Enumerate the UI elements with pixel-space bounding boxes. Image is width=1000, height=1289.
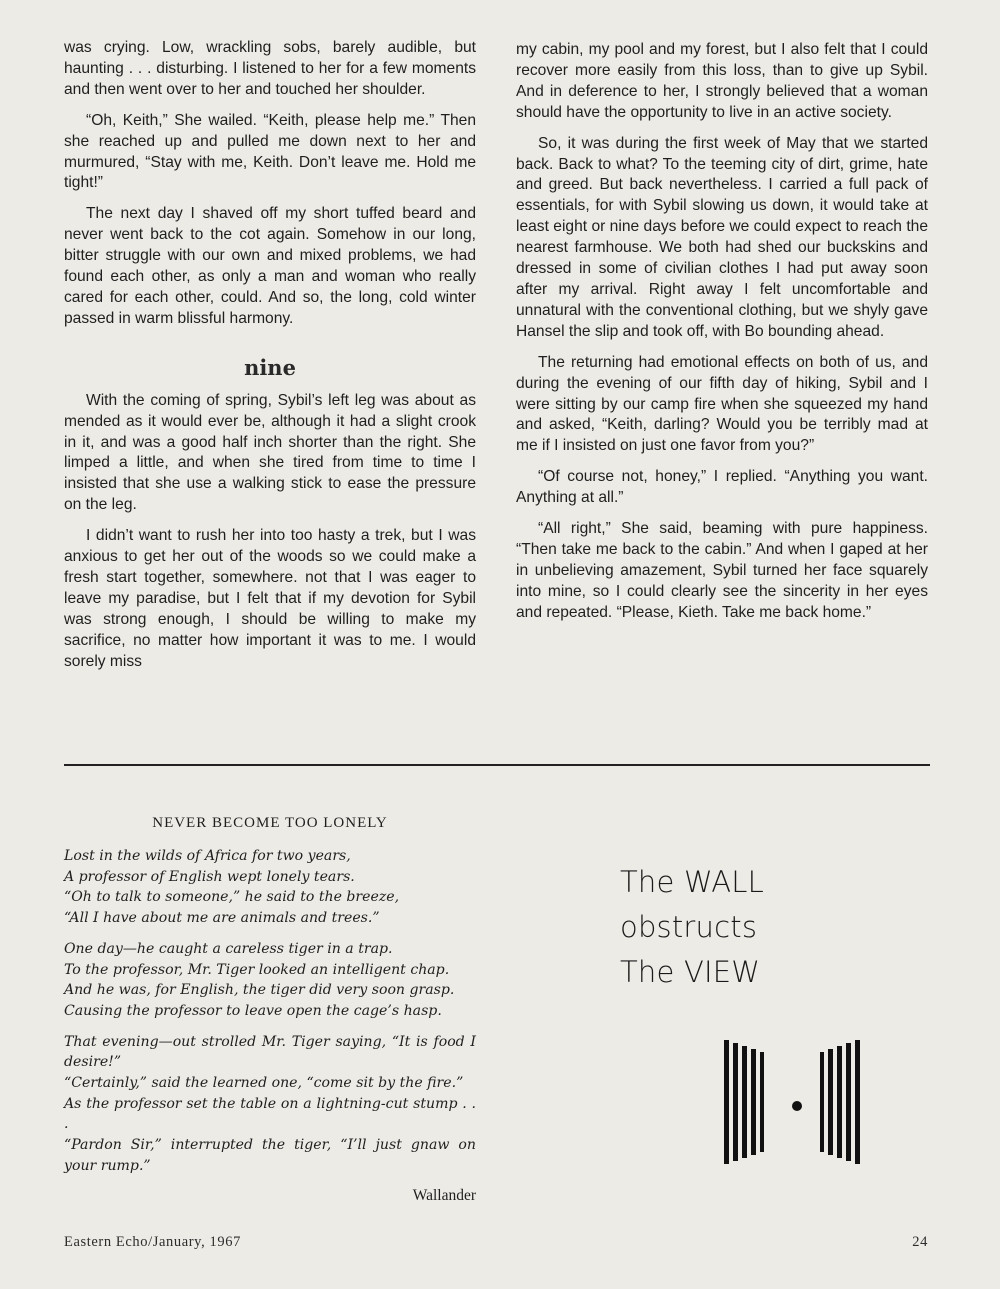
poem-line: “All I have about me are animals and trees.” — [64, 910, 380, 927]
story-left-column — [64, 38, 476, 682]
wall-of-bars-icon — [724, 1040, 876, 1164]
poem-line: A professor of English wept lonely tears. — [64, 868, 355, 885]
story-paragraph: “Oh, Keith,” She wailed. “Keith, please help me.” Then she reached up and pulled me down next to her and murmured, “Stay with me, Keith. Don’t leave me. Hold me tight!” — [64, 111, 476, 192]
poem-line: As the professor set the table on a lightning-cut stump . . . — [64, 1095, 476, 1133]
footer-publication: Eastern Echo/January, 1967 — [64, 1234, 241, 1250]
story-paragraph: So, it was during the first week of May that we started back. Back to what? To the teeming city of dirt, grime, hate and greed. But back nevertheless. I carried a full pack of essentials, for with Sybil slowing us down, it would take at least eight or nine days before we could expect to reach the nearest farmhouse. We both had shed our buckskins and dressed in some of civilian clothes I had put away soon after my arrival. Right away I felt uncomfortable and unnatural with the conventional clothing, but we shyly gave Hansel the slip and took off, with Bo bounding ahead. — [516, 134, 928, 340]
poem-line: To the professor, Mr. Tiger looked an intelligent chap. — [64, 961, 450, 978]
story-right-column — [516, 40, 928, 634]
chapter-heading: nine — [244, 354, 296, 380]
story-paragraph: “All right,” She said, beaming with pure happiness. “Then take me back to the cabin.” And when I gaped at her in unbelieving amazement, Sybil turned her face squarely into mine, so I could clearly see the sincerity in her eyes and repeated. “Please, Kieth. Take me back home.” — [516, 520, 928, 621]
poem-title: NEVER BECOME TOO LONELY — [152, 815, 388, 831]
story-paragraph: The next day I shaved off my short tuffed beard and never went back to the cot again. Somehow in our long, bitter struggle with our own and mixed problems, we had found each other, as only a man and woman who really cared for each other, could. And so, the long, cold winter passed in warm blissful harmony. — [64, 205, 476, 327]
poem-line: That evening—out strolled Mr. Tiger saying, “It is food I desire!” — [64, 1033, 476, 1071]
poem-stanza — [64, 939, 476, 1022]
poem-line: “Certainly,” said the learned one, “come sit by the fire.” — [64, 1075, 464, 1092]
section-divider — [64, 764, 930, 766]
story-paragraph: The returning had emotional effects on both of us, and during the evening of our fifth day of hiking, Sybil and I were sitting by our camp fire when she squeezed my hand and asked, “Keith, darling? Would you be terribly mad at me if I insisted on just one favor from you?” — [516, 353, 928, 455]
poem-author: Wallander — [412, 1186, 476, 1204]
wall-feature — [620, 860, 870, 995]
poem-line: “Pardon Sir,” interrupted the tiger, “I’ll just gnaw on your rump.” — [64, 1137, 476, 1174]
story-paragraph: “Of course not, honey,” I replied. “Anything you want. Anything at all.” — [516, 468, 928, 507]
poem-line: Causing the professor to leave open the cage’s hasp. — [64, 1002, 442, 1019]
wall-line: The VIEW — [620, 955, 761, 989]
poem — [64, 815, 476, 1205]
wall-line: The WALL — [620, 865, 764, 899]
story-paragraph: my cabin, my pool and my forest, but I also felt that I could recover more easily from this loss, than to give up Sybil. And in deference to her, I strongly believed that a woman should have the opportunity to live in an active society. — [516, 41, 928, 121]
wall-line: obstructs — [620, 910, 758, 944]
poem-stanza — [64, 846, 476, 929]
poem-line: “Oh to talk to someone,” he said to the breeze, — [64, 889, 400, 906]
story-paragraph: was crying. Low, wrackling sobs, barely audible, but haunting . . . disturbing. I listened to her for a few moments and then went over to her and touched her shoulder. — [64, 39, 476, 98]
poem-stanza — [64, 1032, 476, 1177]
page-number: 24 — [912, 1234, 928, 1250]
poem-line: Lost in the wilds of Africa for two years, — [64, 848, 351, 864]
poem-line: And he was, for English, the tiger did very soon grasp. — [64, 982, 455, 999]
poem-line: One day—he caught a careless tiger in a trap. — [64, 940, 393, 957]
story-paragraph: I didn’t want to rush her into too hasty a trek, but I was anxious to get her out of the woods so we could make a fresh start together, somewhere. not that I was eager to leave my paradise, but I felt that if my devotion for Sybil was strong enough, I should be willing to make my sacrifice, no matter how important it was to me. I would sorely miss — [64, 527, 476, 670]
story-paragraph: With the coming of spring, Sybil’s left leg was about as mended as it would ever be, although it had a slight crook in it, and was a good half inch shorter than the right. She limped a little, and when she tired from time to time I insisted that she use a walking stick to ease the pressure on the leg. — [64, 391, 476, 514]
